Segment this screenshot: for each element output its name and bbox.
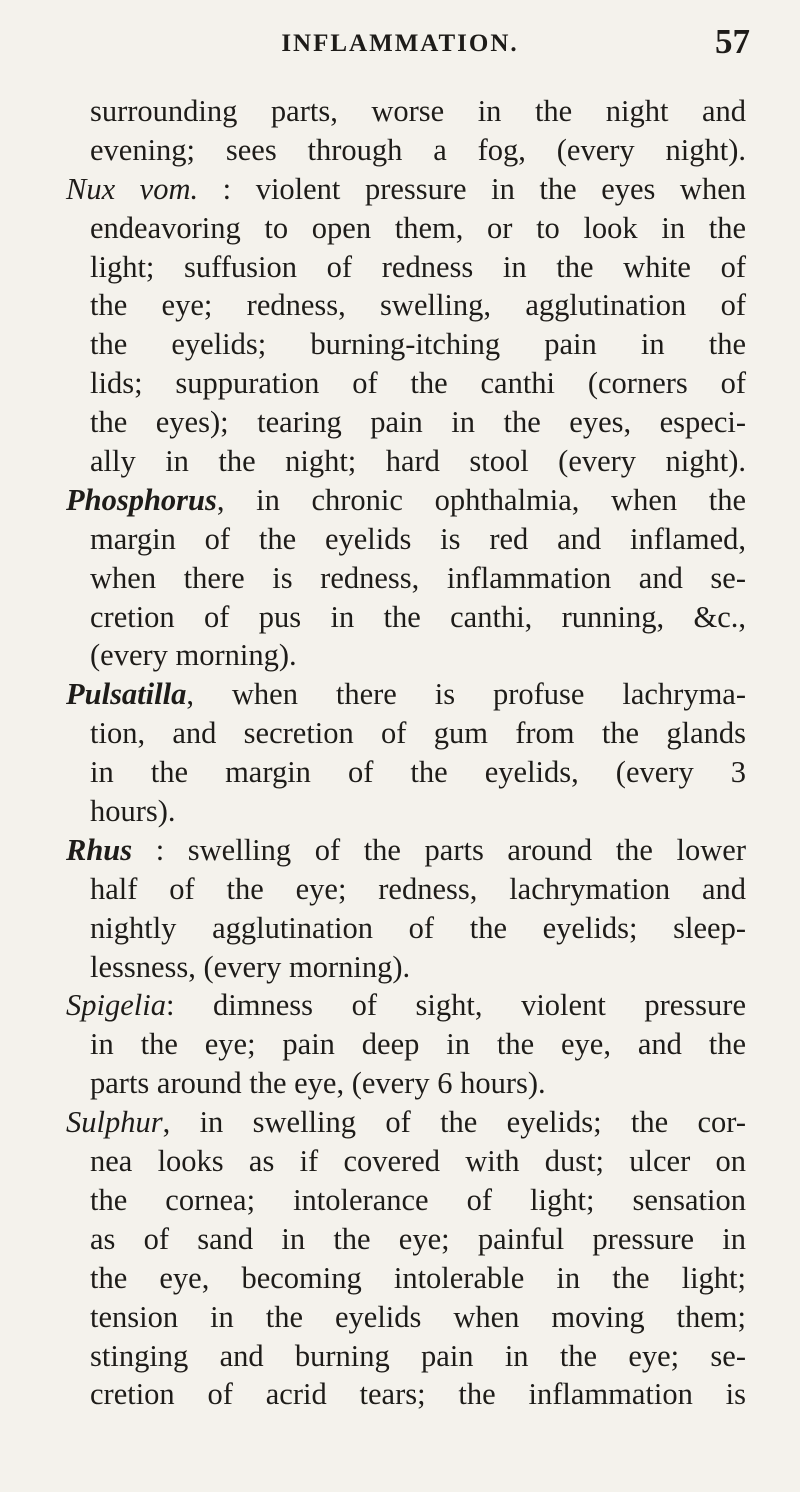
remedy-name: Nux vom. <box>66 171 199 206</box>
page-number: 57 <box>715 22 750 61</box>
text-line <box>66 675 746 714</box>
line-text: stinging and burning pain in the eye; se- <box>90 1338 746 1373</box>
line-text: , in swelling of the eyelids; the cor- <box>162 1105 746 1140</box>
line-text: the eye; redness, swelling, agglutination of <box>90 288 746 323</box>
remedy-name: Sulphur <box>66 1105 163 1140</box>
text-line <box>66 1259 746 1298</box>
line-text: half of the eye; redness, lachrymation and <box>90 871 746 906</box>
line-text: nightly agglutination of the eyelids; sleep- <box>90 910 746 945</box>
text-line <box>66 559 746 598</box>
text-line <box>66 948 746 987</box>
line-text: , when there is profuse lachryma- <box>186 677 746 712</box>
line-text: the cornea; intolerance of light; sensation <box>90 1182 746 1217</box>
line-text: cretion of pus in the canthi, running, &c., <box>90 599 746 634</box>
text-line <box>66 909 746 948</box>
remedy-name: Phosphorus <box>66 482 217 517</box>
line-text: evening; sees through a fog, (every night). <box>90 132 746 167</box>
line-text: in the eye; pain deep in the eye, and the <box>90 1027 746 1062</box>
page-header <box>0 22 800 62</box>
text-line <box>66 986 746 1025</box>
body-text <box>66 92 746 1414</box>
text-line <box>66 753 746 792</box>
text-line <box>66 403 746 442</box>
text-line <box>66 248 746 287</box>
line-text: cretion of acrid tears; the inflammation is <box>90 1377 746 1412</box>
line-text: surrounding parts, worse in the night and <box>90 94 746 128</box>
line-text: the eyelids; burning-itching pain in the <box>90 327 746 362</box>
line-text: hours). <box>90 794 176 829</box>
line-text: lids; suppuration of the canthi (corners of <box>90 366 746 401</box>
line-text: lessness, (every morning). <box>90 949 411 984</box>
text-line <box>66 1142 746 1181</box>
text-line <box>66 1103 746 1142</box>
text-line <box>66 520 746 559</box>
line-text: the eyes); tearing pain in the eyes, especi- <box>90 405 746 440</box>
line-text: light; suffusion of redness in the white of <box>90 249 746 284</box>
text-line <box>66 1337 746 1376</box>
text-line <box>66 364 746 403</box>
text-line <box>66 714 746 753</box>
text-line <box>66 442 746 481</box>
text-line <box>66 870 746 909</box>
text-line <box>66 92 746 131</box>
line-text: when there is redness, inflammation and se- <box>90 560 746 595</box>
line-text: endeavoring to open them, or to look in the <box>90 210 746 245</box>
line-text: margin of the eyelids is red and inflamed, <box>90 521 746 556</box>
text-line <box>66 209 746 248</box>
text-line <box>66 598 746 637</box>
running-head: INFLAMMATION. <box>281 30 519 57</box>
text-line <box>66 1181 746 1220</box>
text-line <box>66 1298 746 1337</box>
remedy-name: Spigelia <box>66 988 166 1023</box>
remedy-name: Rhus <box>66 832 133 867</box>
line-text: , in chronic ophthalmia, when the <box>216 482 746 517</box>
text-line <box>66 831 746 870</box>
text-line <box>66 131 746 170</box>
text-line <box>66 1064 746 1103</box>
line-text: : swelling of the parts around the lower <box>132 832 746 867</box>
line-text: : dimness of sight, violent pressure <box>165 988 746 1023</box>
line-text: tension in the eyelids when moving them; <box>90 1299 746 1334</box>
text-line <box>66 170 746 209</box>
line-text: as of sand in the eye; painful pressure in <box>90 1221 746 1256</box>
line-text: parts around the eye, (every 6 hours). <box>90 1066 546 1101</box>
line-text: : violent pressure in the eyes when <box>198 171 746 206</box>
text-line <box>66 1375 746 1414</box>
text-line <box>66 481 746 520</box>
remedy-name: Pulsatilla <box>66 677 187 712</box>
text-line <box>66 325 746 364</box>
text-line <box>66 286 746 325</box>
text-line <box>66 1220 746 1259</box>
line-text: the eye, becoming intolerable in the light; <box>90 1260 746 1295</box>
text-line <box>66 636 746 675</box>
text-line <box>66 1025 746 1064</box>
line-text: nea looks as if covered with dust; ulcer on <box>90 1144 746 1179</box>
line-text: (every morning). <box>90 638 297 673</box>
line-text: in the margin of the eyelids, (every 3 <box>90 755 746 790</box>
text-line <box>66 792 746 831</box>
line-text: tion, and secretion of gum from the glands <box>90 716 746 751</box>
line-text: ally in the night; hard stool (every night). <box>90 444 746 479</box>
